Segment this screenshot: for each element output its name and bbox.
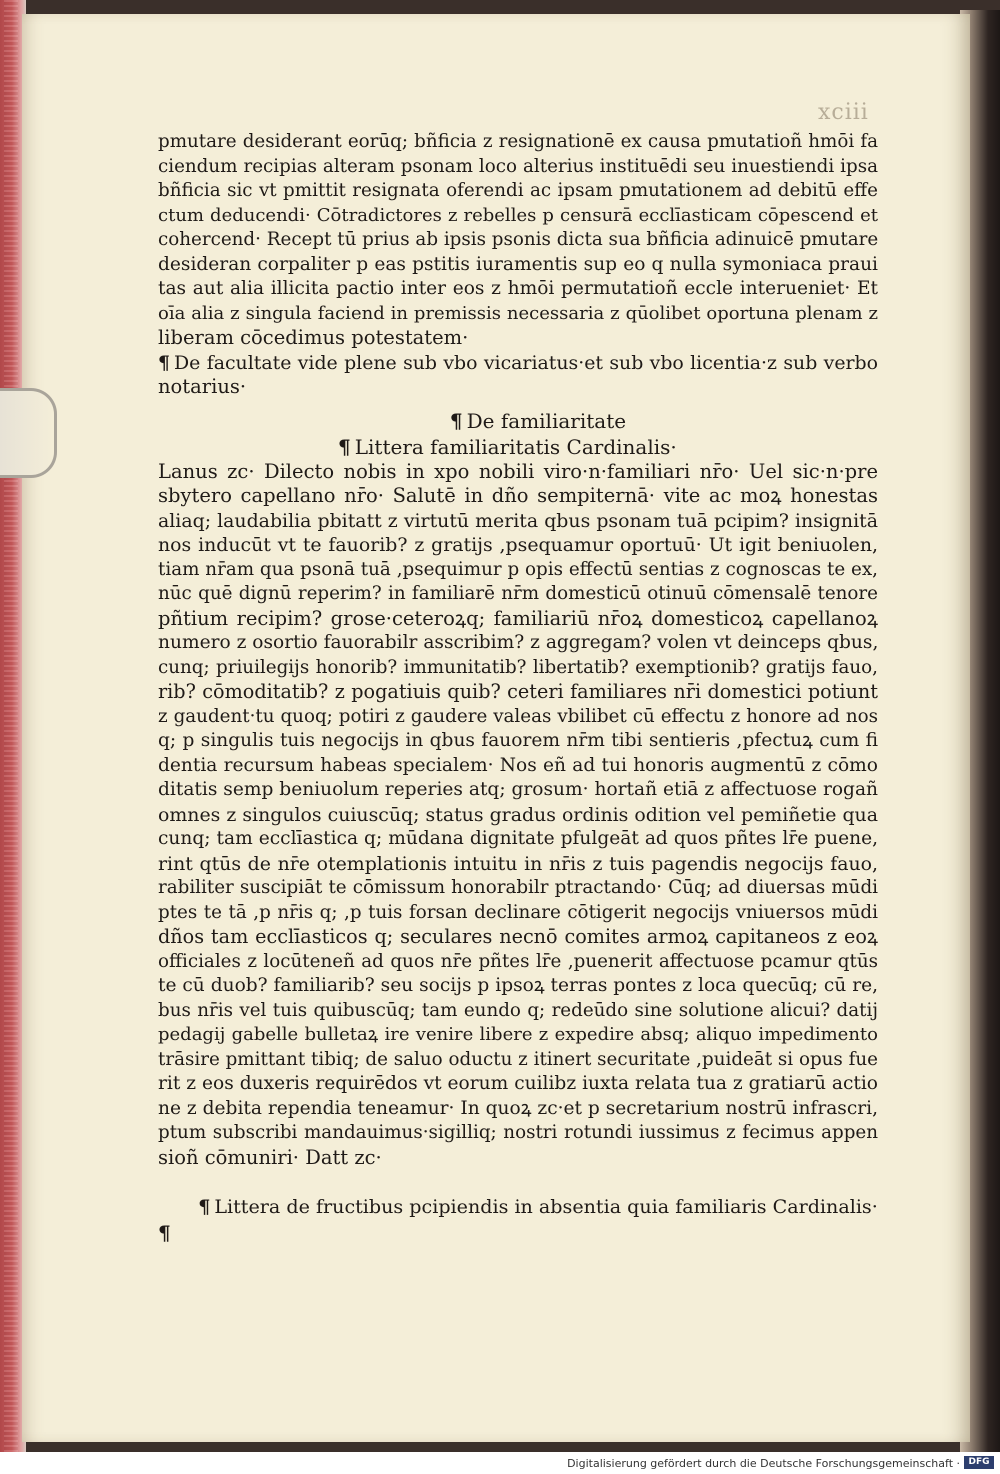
text-column bbox=[158, 130, 878, 1246]
text-line bbox=[158, 1072, 878, 1097]
text-line bbox=[158, 827, 878, 852]
line-text: pedagij gabelle bulletaꝝ ire venire libere z expedire absq; aliquo impedimento bbox=[158, 1024, 878, 1045]
line-text: dentia recursum habeas specialem· Nos eñ ad tui honoris augmentū z cōmo bbox=[158, 754, 878, 776]
text-line bbox=[158, 351, 878, 376]
text-line bbox=[158, 1146, 878, 1171]
text-line bbox=[158, 204, 878, 229]
line-text: te cū duob? familiarib? seu socijs p ipsoꝝ terras pontes z loca quecūq; cū re, bbox=[158, 975, 878, 996]
paragraph-mark-icon: ¶ bbox=[338, 434, 351, 459]
text-line bbox=[158, 375, 878, 400]
paragraph-1 bbox=[158, 130, 878, 351]
paragraph-2 bbox=[158, 351, 878, 400]
line-text: ciendum recipias alteram psonam loco alterius instituēdi seu inuestiendi ipsa bbox=[158, 155, 878, 177]
line-text: dños tam ecclīasticos q; seculares necnō comites armoꝝ capitaneos z eoꝝ bbox=[158, 925, 878, 948]
text-line bbox=[158, 484, 878, 509]
text-line bbox=[158, 876, 878, 901]
paragraph-mark-icon: ¶ bbox=[158, 351, 171, 374]
line-text: sbytero capellano nr̄o· Salutē in dño sempiternā· vite ac moꝝ honestas bbox=[158, 484, 878, 507]
text-line bbox=[158, 130, 878, 155]
text-line bbox=[158, 607, 878, 632]
line-text: cunq; priuilegijs honorib? immunitatib? libertatib? exemptionib? gratijs fauo, bbox=[158, 656, 878, 678]
section-heading-fructu bbox=[158, 1194, 878, 1220]
line-text: pmutare desiderant eorūq; bñficia z resignationē ex causa pmutatioñ hmōi fa bbox=[158, 131, 878, 152]
text-line bbox=[158, 460, 878, 485]
text-line bbox=[158, 803, 878, 828]
line-text: De facultate vide plene sub vbo vicariatus·et sub vbo licentia·z sub verbo bbox=[174, 351, 878, 374]
letter-title-familiaritatis bbox=[158, 434, 878, 460]
line-text: notarius· bbox=[158, 375, 247, 398]
line-text: trāsire pmittant tibiq; de saluo oductu z itinert securitate ,puideāt si opus fue bbox=[158, 1048, 878, 1070]
text-line bbox=[158, 1023, 878, 1048]
text-line bbox=[158, 558, 878, 583]
line-text: ctum deducendi· Cōtradictores z rebelles p censurā ecclīasticam cōpescend et bbox=[158, 204, 878, 226]
text-line bbox=[158, 277, 878, 302]
heading-text: Littera de fructibus pcipiendis in absentia quia familiaris Cardinalis· bbox=[214, 1195, 878, 1218]
paragraph-mark-icon: ¶ bbox=[449, 408, 463, 433]
line-text: cohercend· Recept tū prius ab ipsis psonis dicta sua bñficia adinuicē pmutare bbox=[158, 229, 878, 250]
text-line bbox=[158, 852, 878, 877]
line-text: ditatis semp beniuolum reperies atq; grosum· hortañ etiā z affectuose rogañ bbox=[158, 779, 878, 800]
line-text: bus nr̄is vel tuis quibuscūq; tam eundo q; redeūdo sine solutione alicui? datij bbox=[158, 999, 878, 1021]
text-line bbox=[158, 901, 878, 926]
paragraph-3 bbox=[158, 460, 878, 1171]
text-line bbox=[158, 326, 878, 351]
text-line bbox=[158, 302, 878, 327]
heading-text: Littera familiaritatis Cardinalis· bbox=[354, 434, 677, 459]
text-line bbox=[158, 950, 878, 975]
letter-title-fructibus bbox=[158, 1220, 878, 1246]
line-text: rabiliter suscipiāt te cōmissum honorabilr ptractando· Cūq; ad diuersas mūdi bbox=[158, 877, 878, 898]
paragraph-mark-icon: ¶ bbox=[198, 1195, 211, 1218]
text-line bbox=[158, 155, 878, 180]
spacer bbox=[158, 400, 878, 408]
footer-credit: Digitalisierung gefördert durch die Deutsche Forschungsgemeinschaft · bbox=[567, 1457, 960, 1470]
line-text: rit z eos duxeris requirēdos vt eorum cuilibz iuxta relata tua z gratiarū actio bbox=[158, 1073, 878, 1094]
line-text: ptes te tā ,p nr̄is q; ,p tuis forsan declinare cōtigerit negocijs vniuersos mūdi bbox=[158, 901, 878, 923]
paragraph-mark-icon: ¶ bbox=[158, 1221, 171, 1245]
book-edge-stripes bbox=[4, 0, 18, 1452]
line-text: oīa alia z singula faciend in premissis necessaria z qūolibet oportuna plenam z bbox=[158, 302, 878, 324]
text-line bbox=[158, 705, 878, 730]
line-text: ne z debita rependia teneamur· In quoꝝ zc·et p secretarium nostrū infrascri, bbox=[158, 1097, 878, 1119]
text-line bbox=[158, 778, 878, 803]
line-text: ptum subscribi mandauimus·sigilliq; nostri rotundi iussimus z fecimus appen bbox=[158, 1122, 878, 1143]
footer-bar bbox=[0, 1452, 1000, 1474]
text-line bbox=[158, 680, 878, 705]
line-text: z gaudent·tu quoq; potiri z gaudere valeas vbilibet cū effectu z honore ad nos bbox=[158, 705, 878, 727]
line-text: rint qtūs de nr̄e otemplationis intuitu in nr̄is z tuis pagendis negocijs fauo, bbox=[158, 852, 878, 875]
text-line bbox=[158, 754, 878, 779]
text-line bbox=[158, 925, 878, 950]
text-line bbox=[158, 729, 878, 754]
line-text: pñtium recipim? grose·ceteroꝝq; familiariū nr̄oꝝ domesticoꝝ capellanoꝝ bbox=[158, 606, 878, 630]
line-text: rib? cōmoditatib? z pogatiuis quib? ceteri familiares nr̄i domestici potiunt bbox=[158, 680, 878, 703]
line-text: officiales z locūteneñ ad quos nr̄e pñtes lr̄e ,puenerit affectuose pcamur qtūs bbox=[158, 950, 878, 972]
text-line bbox=[158, 582, 878, 607]
section-heading-familiaritate bbox=[158, 408, 878, 434]
dfg-logo: DFG bbox=[964, 1456, 994, 1469]
text-line bbox=[158, 228, 878, 253]
text-line bbox=[158, 253, 878, 278]
line-text: aliaq; laudabilia pbitatt z virtutū merita qbus psonam tuā pcipim? insignitā bbox=[158, 509, 878, 532]
text-line bbox=[158, 656, 878, 681]
text-line bbox=[158, 179, 878, 204]
line-text: tiam nr̄am qua psonā tuā ,psequimur p opis effectū sentias z cognoscas te ex, bbox=[158, 558, 878, 580]
folio-number: xciii bbox=[818, 100, 869, 125]
heading-text: De familiaritate bbox=[466, 408, 627, 433]
spacer bbox=[158, 1170, 878, 1194]
line-text: nos inducūt vt te fauorib? z gratijs ,psequamur oportuū· Ut igit beniuolen, bbox=[158, 534, 878, 556]
text-line bbox=[158, 509, 878, 534]
line-text: sioñ cōmuniri· Datt zc· bbox=[158, 1145, 382, 1169]
line-text: nūc quē dignū reperim? in familiarē nr̄m domesticū otinuū cōmensalē tenore bbox=[158, 583, 878, 604]
clasp-mark bbox=[0, 388, 57, 478]
line-text: liberam cōcedimus potestatem· bbox=[158, 326, 469, 349]
text-line bbox=[158, 631, 878, 656]
line-text: tas aut alia illicita pactio inter eos z hmōi permutatioñ eccle interueniet· Et bbox=[158, 278, 878, 299]
text-line bbox=[158, 1048, 878, 1073]
line-text: Lanus zc· Dilecto nobis in xpo nobili viro·n·familiari nr̄o· Uel sic·n·pre bbox=[158, 459, 878, 483]
line-text: q; p singulis tuis negocijs in qbus fauorem nr̄m tibi sentieris ,pfectuꝝ cum fi bbox=[158, 730, 878, 751]
line-text: numero z osortio fauorabilr asscribim? z aggregam? volen vt deinceps qbus, bbox=[158, 632, 878, 653]
text-line bbox=[158, 1097, 878, 1122]
text-line bbox=[158, 974, 878, 999]
line-text: desideran corpaliter p eas pstitis iuramentis sup eo q nulla symoniaca praui bbox=[158, 253, 878, 275]
text-line bbox=[158, 533, 878, 558]
line-text: omnes z singulos cuiuscūq; status gradus ordinis odition vel pemiñetie qua bbox=[158, 803, 878, 826]
line-text: cunq; tam ecclīastica q; mūdana dignitate pfulgeāt ad quos pñtes lr̄e puene, bbox=[158, 828, 878, 849]
text-line bbox=[158, 1121, 878, 1146]
line-text: bñficia sic vt pmittit resignata oferendi ac ipsam pmutationem ad debitū effe bbox=[158, 180, 878, 201]
text-line bbox=[158, 999, 878, 1024]
